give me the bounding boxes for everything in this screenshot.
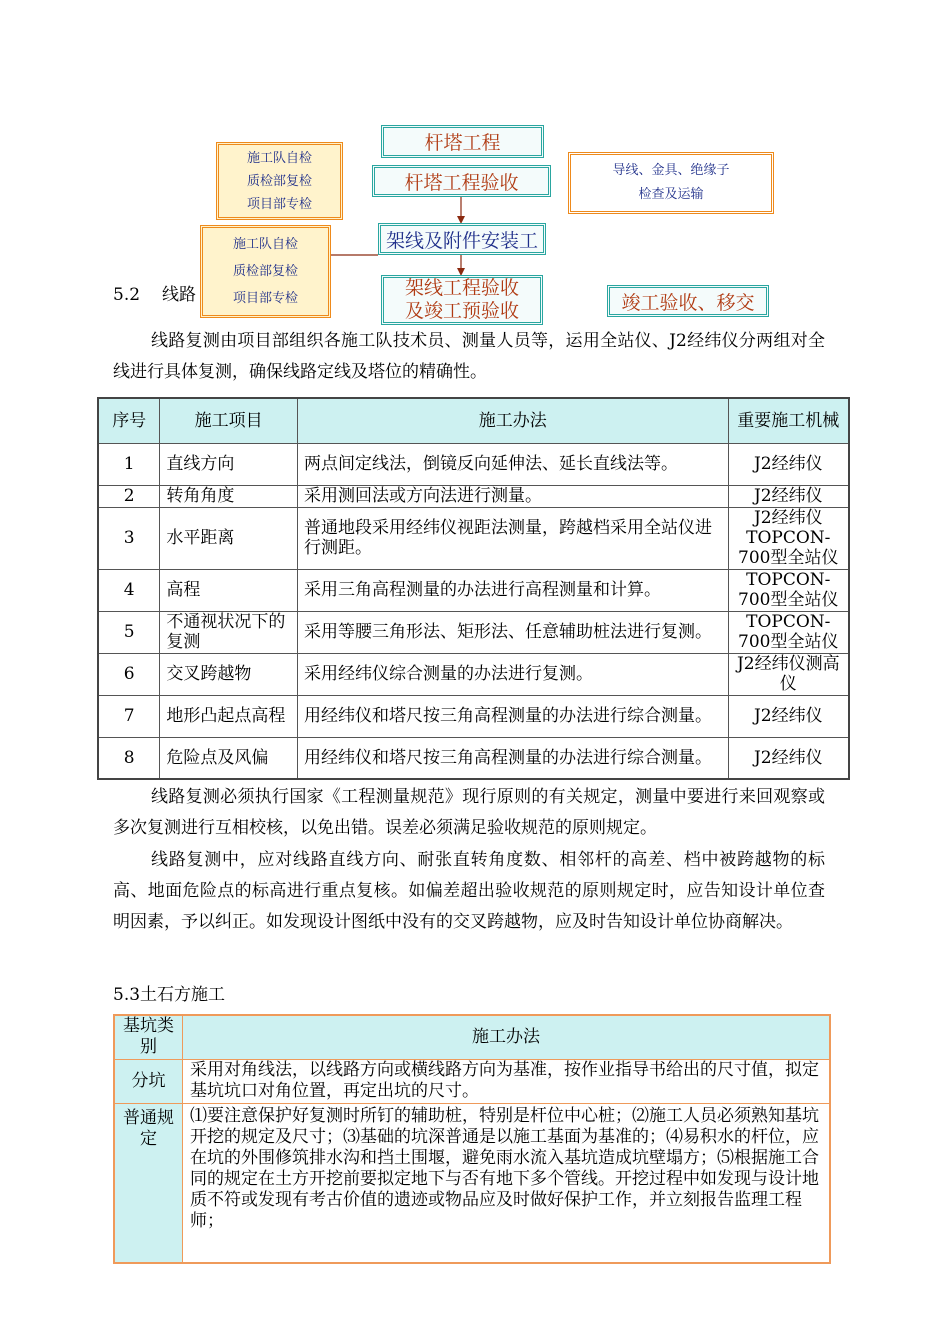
row-item: 危险点及风偏 [160, 737, 298, 779]
box-final-acceptance-label: 竣工验收、移交 [621, 291, 755, 314]
box-line-installation [378, 223, 546, 255]
row-method: 普通地段采用经纬仪视距法测量，跨越档采用全站仪进行测距。 [297, 507, 728, 569]
earthwork-table [113, 1014, 831, 1264]
table-header-row [98, 398, 849, 443]
inspection-2-team: 施工队自检 [232, 237, 298, 252]
box-materials-check [568, 152, 774, 214]
inspection-1-project: 项目部专检 [246, 196, 312, 212]
table-row [98, 611, 849, 653]
section-5-3-heading: 5.3土石方施工 [113, 985, 226, 1005]
table-row [98, 695, 849, 737]
box-inspection-1 [216, 142, 343, 220]
row-item: 不通视状况下的复测 [160, 611, 298, 653]
paragraph-survey-intro: 线路复测由项目部组织各施工队技术员、测量人员等，运用全站仪、J2经纬仪分两组对全线进行具体复测，确保线路定线及塔位的精确性。 [113, 331, 825, 382]
row-equipment: J2经纬仪 [728, 737, 849, 779]
row-no: 2 [98, 485, 160, 507]
box-line-acceptance-label-1: 架线工程验收 [404, 277, 519, 299]
section-5-2-title: 线路 [162, 285, 197, 305]
row-label: 普通规定 [114, 1103, 183, 1263]
box-tower-engineering-label: 杆塔工程 [424, 132, 501, 154]
header-pit-type: 基坑类别 [114, 1015, 183, 1059]
row-equipment: J2经纬仪 TOPCON-700型全站仪 [728, 507, 849, 569]
header-method: 施工办法 [297, 398, 728, 443]
row-no: 6 [98, 653, 160, 695]
row-label: 分坑 [114, 1059, 183, 1103]
row-equipment: J2经纬仪 [728, 443, 849, 485]
row-item: 转角角度 [160, 485, 298, 507]
box-line-acceptance-label-2: 及竣工预验收 [404, 300, 519, 322]
header-no: 序号 [98, 398, 160, 443]
row-no: 4 [98, 569, 160, 611]
row-equipment: J2经纬仪测高仪 [728, 653, 849, 695]
table-row [114, 1059, 830, 1103]
inspection-1-quality: 质检部复检 [246, 173, 312, 189]
row-method: 采用经纬仪综合测量的办法进行复测。 [297, 653, 728, 695]
section-5-2-number: 5.2 [113, 285, 141, 305]
table-row [98, 485, 849, 507]
box-materials-check-label-2: 检查及运输 [638, 187, 704, 202]
row-item: 水平距离 [160, 507, 298, 569]
box-materials-check-label-1: 导线、金具、绝缘子 [612, 163, 730, 178]
row-no: 8 [98, 737, 160, 779]
row-equipment: J2经纬仪 [728, 695, 849, 737]
row-method: 采用等腰三角形法、矩形法、任意辅助桩法进行复测。 [297, 611, 728, 653]
inspection-2-quality: 质检部复检 [232, 264, 298, 279]
box-final-acceptance [607, 285, 769, 317]
row-method: 两点间定线法，倒镜反向延伸法、延长直线法等。 [297, 443, 728, 485]
inspection-1-team: 施工队自检 [246, 150, 312, 166]
box-tower-acceptance [372, 165, 551, 197]
row-method: 采用测回法或方向法进行测量。 [297, 485, 728, 507]
box-line-installation-label: 架线及附件安装工 [385, 229, 538, 252]
row-equipment: TOPCON-700型全站仪 [728, 569, 849, 611]
row-no: 5 [98, 611, 160, 653]
row-no: 1 [98, 443, 160, 485]
row-method: 用经纬仪和塔尺按三角高程测量的办法进行综合测量。 [297, 695, 728, 737]
row-equipment: J2经纬仪 [728, 485, 849, 507]
table-row [98, 443, 849, 485]
row-text: ⑴要注意保护好复测时所钉的辅助桩，特别是杆位中心桩；⑵施工人员必须熟知基坑开挖的规定及尺寸；⑶基础的坑深普通是以施工基面为基准的；⑷易积水的杆位，应在坑的外围修筑排水沟和挡土围堰，避免雨水流入基坑造成坑壁塌方；⑸根据施工合同的规定在土方开挖前要拟定地下与否有地下多个管线。开挖过程中如发现与设计地质不符或发现有考古价值的遗迹或物品应及时做好保护工作，并立刻报告监理工程师； [183, 1103, 831, 1263]
box-tower-engineering [381, 125, 544, 158]
paragraph-survey-review: 线路复测中，应对线路直线方向、耐张直转角度数、相邻杆的高差、档中被跨越物的标高、地面危险点的标高进行重点复核。如偏差超出验收规范的原则规定时，应告知设计单位查明因素，予以纠正。如发现设计图纸中没有的交叉跨越物，应及时告知设计单位协商解决。 [113, 850, 825, 932]
row-no: 3 [98, 507, 160, 569]
paragraph-survey-standards: 线路复测必须执行国家《工程测量规范》现行原则的有关规定，测量中要进行来回观察或多次复测进行互相校核，以免出错。误差必须满足验收规范的原则规定。 [113, 787, 825, 838]
row-item: 高程 [160, 569, 298, 611]
row-equipment: TOPCON-700型全站仪 [728, 611, 849, 653]
box-inspection-2 [200, 225, 331, 318]
survey-methods-table [97, 397, 850, 780]
header-equipment: 重要施工机械 [728, 398, 849, 443]
inspection-2-project: 项目部专检 [232, 291, 298, 306]
row-method: 用经纬仪和塔尺按三角高程测量的办法进行综合测量。 [297, 737, 728, 779]
box-tower-acceptance-label: 杆塔工程验收 [404, 171, 519, 194]
row-no: 7 [98, 695, 160, 737]
table-row [98, 569, 849, 611]
table-row [98, 507, 849, 569]
table-row [98, 653, 849, 695]
header-item: 施工项目 [160, 398, 298, 443]
section-5-2-heading [113, 284, 196, 306]
row-item: 交叉跨越物 [160, 653, 298, 695]
table-header-row [114, 1015, 830, 1059]
row-item: 地形凸起点高程 [160, 695, 298, 737]
row-method: 采用三角高程测量的办法进行高程测量和计算。 [297, 569, 728, 611]
box-line-acceptance [381, 275, 543, 325]
row-text: 采用对角线法，以线路方向或横线路方向为基准，按作业指导书给出的尺寸值，拟定基坑坑口对角位置，再定出坑的尺寸。 [183, 1059, 831, 1103]
header-method: 施工办法 [183, 1015, 831, 1059]
table-row [98, 737, 849, 779]
row-item: 直线方向 [160, 443, 298, 485]
table-row [114, 1103, 830, 1263]
